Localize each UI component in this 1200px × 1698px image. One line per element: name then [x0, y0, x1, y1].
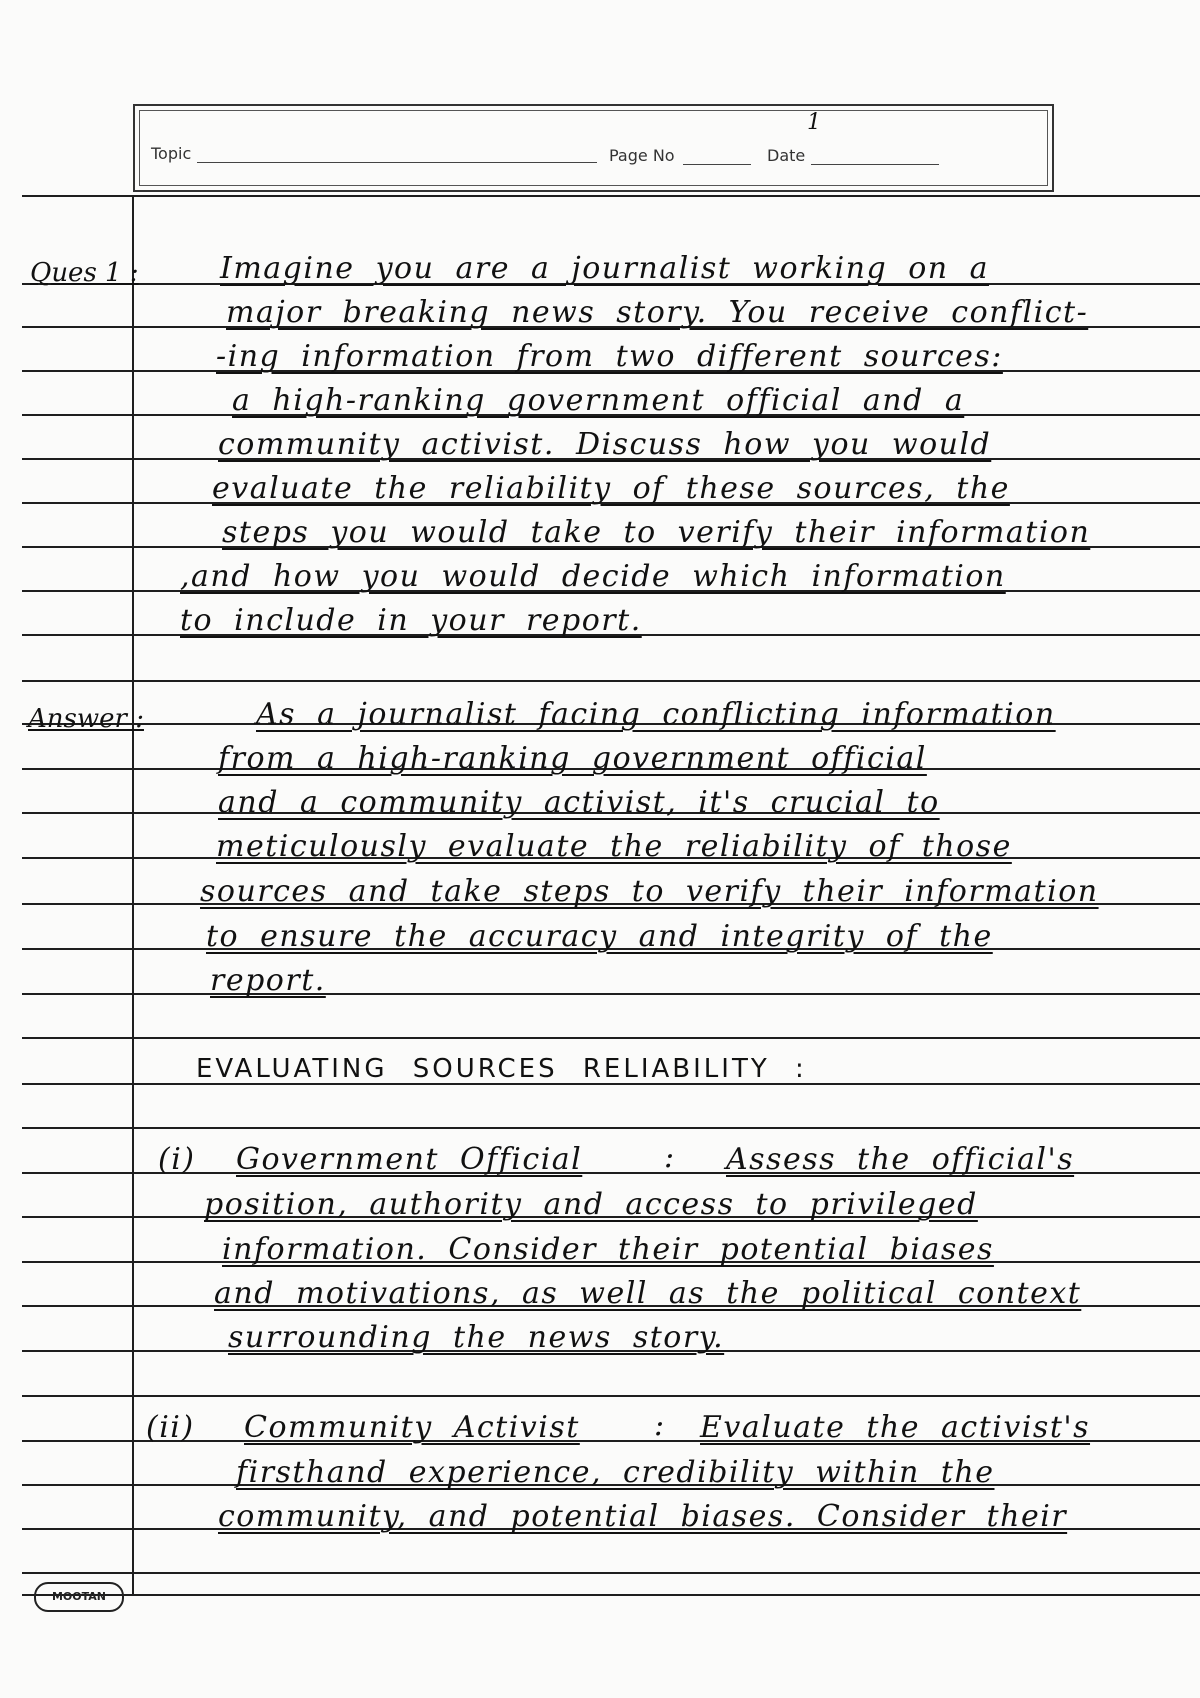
ruled-line — [22, 1037, 1200, 1039]
page-no-label: Page No — [609, 146, 675, 165]
ruled-line — [22, 1594, 1200, 1596]
point-title: Government Official — [236, 1142, 583, 1177]
point-marker: (ii) — [146, 1410, 195, 1445]
question-line: steps you would take to verify their information — [222, 515, 1091, 550]
question-line: to include in your report. — [180, 603, 642, 638]
question-line: major breaking news story. You receive conflict- — [226, 295, 1089, 330]
point-line: and motivations, as well as the political context — [214, 1276, 1082, 1311]
point-line: Evaluate the activist's — [700, 1410, 1091, 1445]
answer-line: meticulously evaluate the reliability of those — [216, 829, 1012, 864]
point-line: position, authority and access to privileged — [204, 1187, 978, 1222]
date-label: Date — [767, 146, 806, 165]
page-no-field-line — [683, 164, 751, 165]
point-line: surrounding the news story. — [228, 1320, 725, 1355]
answer-line: report. — [210, 963, 326, 998]
point-line: community, and potential biases. Consider their — [218, 1499, 1068, 1534]
ruled-line — [22, 1395, 1200, 1397]
point-line: firsthand experience, credibility within the — [236, 1455, 995, 1490]
question-line: a high-ranking government official and a — [232, 383, 965, 418]
question-line: community activist. Discuss how you would — [218, 427, 992, 462]
margin-line — [132, 195, 134, 1595]
ruled-line — [22, 1572, 1200, 1574]
ruled-line — [22, 993, 1200, 995]
answer-line: to ensure the accuracy and integrity of the — [206, 919, 993, 954]
point-title: Community Activist — [244, 1410, 580, 1445]
answer-line: from a high-ranking government official — [218, 741, 927, 776]
date-field-line — [811, 164, 939, 165]
point-separator: : — [654, 1408, 666, 1443]
answer-line: As a journalist facing conflicting information — [256, 697, 1056, 732]
page-number: 1 — [807, 110, 821, 135]
ruled-line — [22, 1127, 1200, 1129]
question-line: evaluate the reliability of these sources, the — [212, 471, 1010, 506]
answer-line: sources and take steps to verify their information — [200, 874, 1099, 909]
question-line: Imagine you are a journalist working on a — [220, 251, 990, 286]
point-line: Assess the official's — [726, 1142, 1075, 1177]
section-heading: EVALUATING SOURCES RELIABILITY : — [196, 1054, 807, 1084]
point-separator: : — [664, 1140, 676, 1175]
topic-field-line — [197, 162, 597, 163]
answer-label: Answer : — [28, 704, 144, 734]
point-line: information. Consider their potential biases — [222, 1232, 994, 1267]
ruled-line — [22, 195, 1200, 197]
page-header-box — [133, 104, 1054, 192]
question-line: -ing information from two different sources: — [216, 339, 1003, 374]
notebook-brand-logo: MOOTAN — [34, 1582, 124, 1612]
question-line: ,and how you would decide which information — [180, 559, 1006, 594]
answer-line: and a community activist, it's crucial to — [218, 785, 940, 820]
question-label: Ques 1 : — [30, 258, 139, 288]
point-marker: (i) — [158, 1142, 196, 1177]
topic-label: Topic — [151, 144, 192, 163]
ruled-line — [22, 680, 1200, 682]
